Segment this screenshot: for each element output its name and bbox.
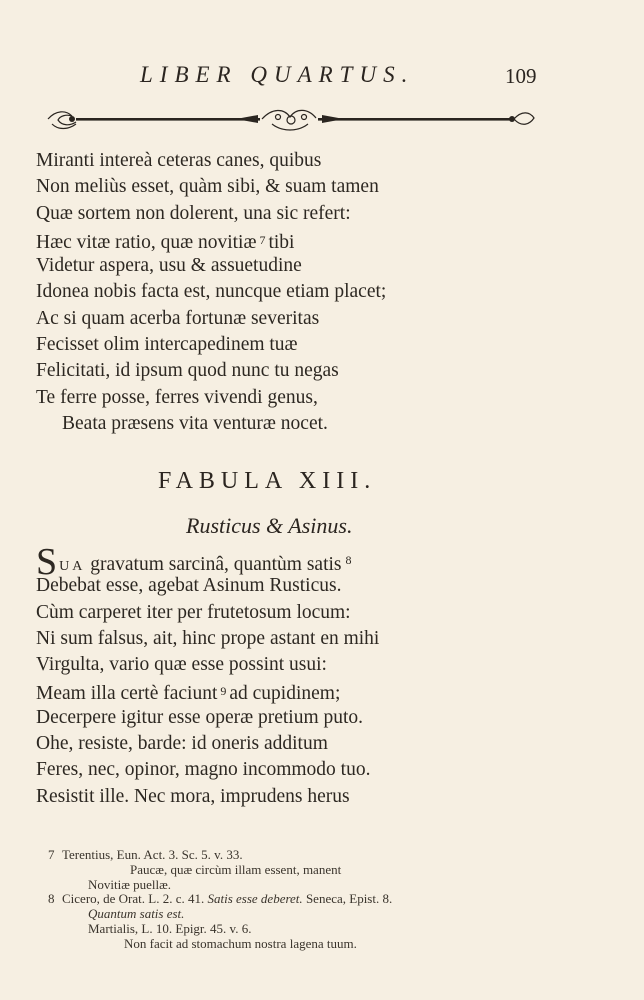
verse-line: Beata præsens vita venturæ nocet. bbox=[62, 412, 328, 434]
footnote-7-line: Novitiæ puellæ. bbox=[88, 876, 172, 892]
footnote-8-line: Quantum satis est. bbox=[88, 906, 185, 922]
verse-line: Debebat esse, agebat Asinum Rusticus. bbox=[36, 575, 342, 597]
running-head bbox=[0, 62, 644, 92]
verse-line: Idonea nobis facta est, nuncque etiam placet; bbox=[36, 281, 387, 303]
verse-line: Virgulta, vario quæ esse possint usui: bbox=[36, 654, 327, 676]
page-number: 109 bbox=[505, 64, 537, 88]
verse-line: Hæc vitæ ratio, quæ novitiæ $^7$ tibi bbox=[36, 231, 295, 253]
poem-continuation bbox=[36, 148, 386, 437]
verse-line: Non meliùs esset, quàm sibi, & suam tamen bbox=[36, 176, 379, 198]
footnote-symbol: 8 bbox=[48, 891, 55, 907]
footnote-marker: 7 bbox=[259, 232, 266, 247]
verse-line: Videtur aspera, usu & assuetudine bbox=[36, 255, 302, 277]
verse-line: Cùm carperet iter per frutetosum locum: bbox=[36, 601, 351, 623]
verse-line: Resistit ille. Nec mora, imprudens herus bbox=[36, 785, 350, 807]
verse-line: Ni sum falsus, ait, hinc prope astant en mihi bbox=[36, 627, 380, 649]
footnote-7-line: 7 Terentius, Eun. Act. 3. Sc. 5. v. 33. bbox=[48, 847, 243, 862]
footnote-8-line: 8 Cicero, de Orat. L. 2. c. 41. Satis esse deberet. Seneca, Epist. 8. bbox=[48, 891, 393, 907]
footnote-8-line: Martialis, L. 10. Epigr. 45. v. 6. bbox=[88, 920, 252, 936]
verse-line: Fecisset olim intercapedinem tuæ bbox=[36, 334, 298, 356]
verse-line: Decerpere igitur esse operæ pretium puto. bbox=[36, 706, 364, 728]
fable-subtitle: Rusticus & Asinus. bbox=[186, 513, 353, 538]
verse-line: Ac si quam acerba fortunæ severitas bbox=[36, 307, 320, 329]
verse-line: Ohe, resiste, barde: id oneris additum bbox=[36, 733, 328, 755]
fable-text bbox=[36, 541, 380, 810]
footnote-symbol: 7 bbox=[48, 847, 55, 862]
footnote-marker: 8 bbox=[345, 553, 352, 567]
verse-line: Meam illa certè faciunt $^9$ ad cupidinem; bbox=[36, 683, 341, 705]
ornament-divider bbox=[46, 104, 536, 134]
verse-line: Feres, nec, opinor, magno incommodo tuo. bbox=[36, 759, 371, 781]
footnote-marker: 9 bbox=[220, 684, 227, 699]
footnote-7-line: Paucæ, quæ circùm illam essent, manent bbox=[130, 861, 342, 877]
verse-line: Miranti intereà ceteras canes, quibus bbox=[36, 150, 322, 171]
verse-line: Felicitati, id ipsum quod nunc tu negas bbox=[36, 360, 339, 382]
small-caps: UA bbox=[59, 559, 86, 574]
verse-line: Quæ sortem non dolerent, una sic refert: bbox=[36, 202, 351, 224]
footnotes bbox=[48, 848, 608, 952]
footnote-8-line: Non facit ad stomachum nostra lagena tuum. bbox=[124, 935, 357, 951]
fable-title: FABULA XIII. bbox=[158, 468, 377, 494]
verse-line: Te ferre posse, ferres vivendi genus, bbox=[36, 386, 318, 408]
verse-line-first: SUA gravatum sarcinâ, quantùm satis $^8$ bbox=[36, 541, 352, 583]
running-title: LIBER QUARTUS. bbox=[140, 62, 415, 87]
drop-cap: S bbox=[36, 541, 58, 583]
